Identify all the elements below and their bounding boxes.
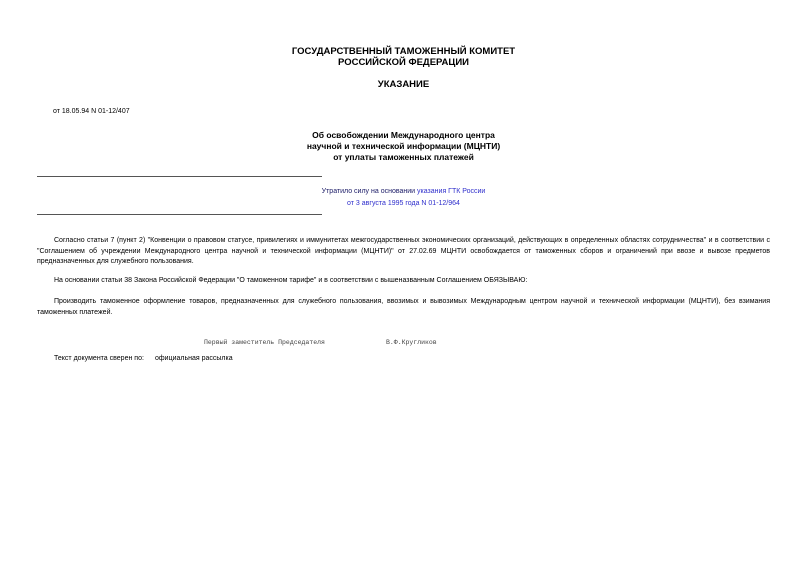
repeal-date-link[interactable]: от 3 августа 1995 года N 01-12/964 xyxy=(347,200,460,207)
status-note-line1 xyxy=(250,186,557,198)
body-paragraph-1: Согласно статьи 7 (пункт 2) "Конвенции о правовом статусе, привилегиях и иммунитетах межгосударственных экономических организаций, действующих в определенных областях сотрудничества" и в соответствии с "Соглашением об учреждении Международного центра научной и технической информации (МЦНТИ)" от 27.02.69 МЦНТИ освобождается от таможенных сборов и ограничений при ввозе и вывозе предметов предназначенных для служебного пользования. xyxy=(37,237,770,265)
document-title-line3: от уплаты таможенных платежей xyxy=(333,152,474,162)
body-paragraph-3: Производить таможенное оформление товаров, предназначенных для служебного пользования, ввозимых и вывозимых Международным центром научной и технической информации (МЦНТИ), без взимания таможенных платежей. xyxy=(37,298,770,316)
signatory-position: Первый заместитель Председателя xyxy=(204,339,325,346)
document-title-line1: Об освобождении Международного центра xyxy=(312,130,495,140)
status-note xyxy=(250,186,557,210)
divider-bottom xyxy=(37,214,322,215)
verification-label: Текст документа сверен по: xyxy=(54,355,144,362)
signatory-name: В.Ф.Кругликов xyxy=(386,339,437,346)
status-prefix: Утратило силу на основании xyxy=(321,188,418,195)
body-paragraph-2: На основании статьи 38 Закона Российской Федерации "О таможенном тарифе" и в соответствии с вышеназванным Соглашением ОБЯЗЫВАЮ: xyxy=(54,277,528,284)
divider-top xyxy=(37,176,322,177)
document-date-number: от 18.05.94 N 01-12/407 xyxy=(53,108,130,115)
document-title-line2: научной и технической информации (МЦНТИ) xyxy=(306,141,501,151)
verification-source: официальная рассылка xyxy=(155,355,233,362)
repeal-reference-link[interactable]: указания ГТК России xyxy=(417,188,486,195)
document-type: УКАЗАНИЕ xyxy=(377,79,430,90)
issuer-name-line2: РОССИЙСКОЙ ФЕДЕРАЦИИ xyxy=(337,57,469,68)
issuer-name-line1: ГОСУДАРСТВЕННЫЙ ТАМОЖЕННЫЙ КОМИТЕТ xyxy=(291,46,516,57)
